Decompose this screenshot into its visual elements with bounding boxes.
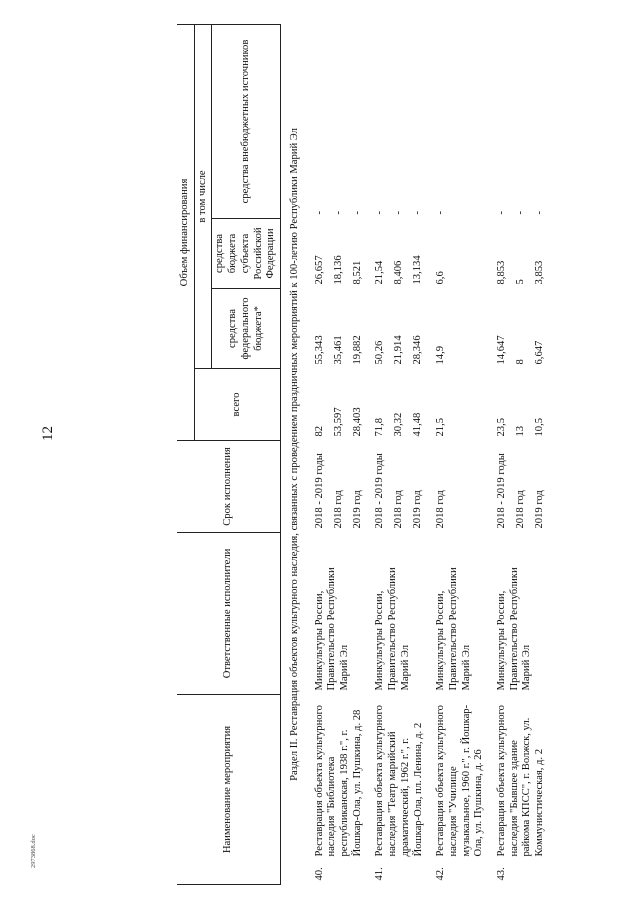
item-federal: 8 xyxy=(515,359,527,365)
item-federal: 28,346 xyxy=(412,335,424,365)
item-total: 71,8 xyxy=(374,417,386,437)
item-term: 2018 год xyxy=(435,490,447,529)
item-subject: 8,853 xyxy=(496,260,508,285)
item-executors: Минкультуры России, Правительство Республики Марий Эл xyxy=(374,567,411,691)
item-federal: 14,9 xyxy=(435,345,447,365)
item-term: 2019 год xyxy=(412,490,424,529)
item-subject: 13,134 xyxy=(412,255,424,285)
item-total: 13 xyxy=(515,425,527,437)
item-name-cell xyxy=(488,695,549,885)
item-extra: - xyxy=(393,210,405,215)
item-total: 23,5 xyxy=(496,417,508,437)
item-extra: - xyxy=(412,210,424,215)
item-total: 10,5 xyxy=(533,417,545,437)
item-extra: - xyxy=(515,210,527,215)
item-name-cell xyxy=(306,695,367,885)
item-term: 2018 - 2019 годы xyxy=(374,453,386,529)
rotated-table-container xyxy=(177,25,572,885)
item-term: 2018 год xyxy=(332,490,344,529)
item-federal: 14,647 xyxy=(496,335,508,365)
item-total: 30,32 xyxy=(393,412,405,437)
item-federal: 6,647 xyxy=(533,340,545,365)
table-header xyxy=(177,25,280,885)
item-extra: - xyxy=(313,210,325,215)
item-name-cell xyxy=(366,695,427,885)
item-term: 2018 год xyxy=(393,490,405,529)
item-total: 82 xyxy=(313,425,325,437)
item-total: 28,403 xyxy=(351,407,363,437)
table-row xyxy=(427,25,488,885)
item-subject: 5 xyxy=(515,279,527,285)
item-executors: Минкультуры России, Правительство Республики Марий Эл xyxy=(435,567,472,691)
item-total: 41,48 xyxy=(412,412,424,437)
item-federal: 21,914 xyxy=(393,335,405,365)
header-subject: средства бюджета субъекта Российской Федерации xyxy=(212,219,281,289)
item-subject: 8,406 xyxy=(393,260,405,285)
table-body xyxy=(280,25,548,885)
item-subject: 26,657 xyxy=(313,255,325,285)
item-total: 21,5 xyxy=(435,417,447,437)
header-total: всего xyxy=(194,369,280,441)
page-number: 12 xyxy=(40,426,56,441)
item-executors: Минкультуры России, Правительство Республики Марий Эл xyxy=(496,567,533,691)
item-subject: 21,54 xyxy=(374,260,386,285)
item-number: 43. xyxy=(496,867,508,881)
item-extra: - xyxy=(435,210,447,215)
item-extra: - xyxy=(351,210,363,215)
item-federal: 35,461 xyxy=(332,335,344,365)
table-row xyxy=(306,25,329,885)
item-name: Реставрация объекта культурного наследия "Библиотека республиканская, 1938 г.", г. Йошкар-Ола, ул. Пушкина, д. 28 xyxy=(313,705,363,857)
item-number: 41. xyxy=(374,867,386,881)
item-name: Реставрация объекта культурного наследия "Театр марийский драматический, 1962 г.", г. Йошкар-Ола, пл. Ленина, д. 2 xyxy=(374,705,424,857)
item-subject: 3,853 xyxy=(533,260,545,285)
item-term: 2018 год xyxy=(515,490,527,529)
item-number: 40. xyxy=(313,867,325,881)
item-name: Реставрация объекта культурного наследия "Училище музыкальное, 1960 г.", г. Йошкар-Ола, ул. Пушкина, д. 26 xyxy=(435,704,485,857)
item-term: 2019 год xyxy=(351,490,363,529)
item-subject: 18,136 xyxy=(332,255,344,285)
item-term: 2018 - 2019 годы xyxy=(313,453,325,529)
footer-doc-code: 2973868.doc xyxy=(30,834,37,868)
item-total: 53,597 xyxy=(332,407,344,437)
section-title: Раздел II. Реставрация объектов культурного наследия, связанных с проведением праздничных мероприятий к 100-летию Республики Марий Эл xyxy=(288,128,300,781)
table-row xyxy=(366,25,389,885)
item-extra: - xyxy=(374,210,386,215)
item-federal: 19,882 xyxy=(351,335,363,365)
item-federal: 50,26 xyxy=(374,340,386,365)
funding-table xyxy=(177,24,549,885)
item-name-cell xyxy=(427,695,488,885)
header-name: Наименование мероприятия xyxy=(177,695,280,885)
header-extra: средства внебюджетных источников xyxy=(212,25,281,219)
item-term: 2018 - 2019 годы xyxy=(496,453,508,529)
item-federal: 55,343 xyxy=(313,335,325,365)
item-extra: - xyxy=(496,210,508,215)
item-extra: - xyxy=(332,210,344,215)
header-executors: Ответственные исполнители xyxy=(177,533,280,695)
item-name: Реставрация объекта культурного наследия "Бывшее здание райкома КПСС", г. Волжск, ул. Коммунистическая, д. 2 xyxy=(496,705,546,857)
header-funding: Объем финансирования xyxy=(177,25,194,441)
item-extra: - xyxy=(533,210,545,215)
item-subject: 8,521 xyxy=(351,260,363,285)
header-term: Срок исполнения xyxy=(177,441,280,533)
item-executors: Минкультуры России, Правительство Республики Марий Эл xyxy=(313,567,351,691)
header-incl: в том числе xyxy=(194,25,212,369)
header-federal: средства федерального бюджета* xyxy=(212,289,281,369)
item-number: 42. xyxy=(435,867,447,881)
table-row xyxy=(488,25,511,885)
item-term: 2019 год xyxy=(533,490,545,529)
item-subject: 6,6 xyxy=(435,271,447,285)
